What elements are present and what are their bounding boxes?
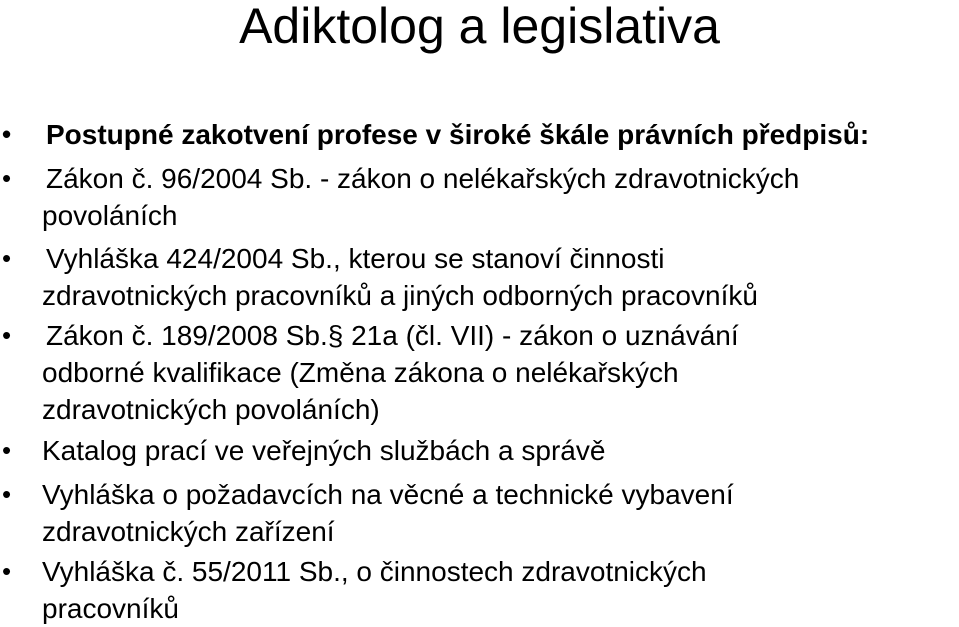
bullet-text: Postupné zakotvení profese v široké škále právních předpisů:	[46, 119, 870, 150]
bullet-dot-icon: •	[2, 163, 12, 193]
bullet-text: Vyhláška 424/2004 Sb., kterou se stanoví činnosti	[46, 243, 665, 274]
bullet-text: Katalog prací ve veřejných službách a správě	[42, 435, 606, 466]
slide-title: Adiktolog a legislativa	[239, 0, 720, 54]
bullet-dot-icon: •	[2, 435, 12, 465]
bullet-text-continuation: odborné kvalifikace (Změna zákona o nelékařských	[42, 357, 679, 388]
bullet-text-continuation: pracovníků	[42, 593, 179, 624]
bullet-text: Vyhláška o požadavcích na věcné a technické vybavení	[42, 479, 734, 510]
bullet-dot-icon: •	[2, 479, 12, 509]
bullet-text-continuation: zdravotnických povoláních)	[42, 394, 380, 425]
bullet-text: Vyhláška č. 55/2011 Sb., o činnostech zdravotnických	[42, 556, 707, 587]
bullet-text: Zákon č. 189/2008 Sb.§ 21a (čl. VII) - zákon o uznávání	[46, 320, 739, 351]
bullet-text: Zákon č. 96/2004 Sb. - zákon o nelékařských zdravotnických	[46, 163, 800, 194]
bullet-dot-icon: •	[2, 119, 12, 149]
bullet-text-continuation: povoláních	[42, 200, 178, 231]
bullet-dot-icon: •	[2, 243, 12, 273]
bullet-text-continuation: zdravotnických zařízení	[42, 516, 335, 547]
bullet-text-continuation: zdravotnických pracovníků a jiných odborných pracovníků	[42, 280, 758, 311]
bullet-dot-icon: •	[2, 556, 12, 586]
bullet-dot-icon: •	[2, 320, 12, 350]
